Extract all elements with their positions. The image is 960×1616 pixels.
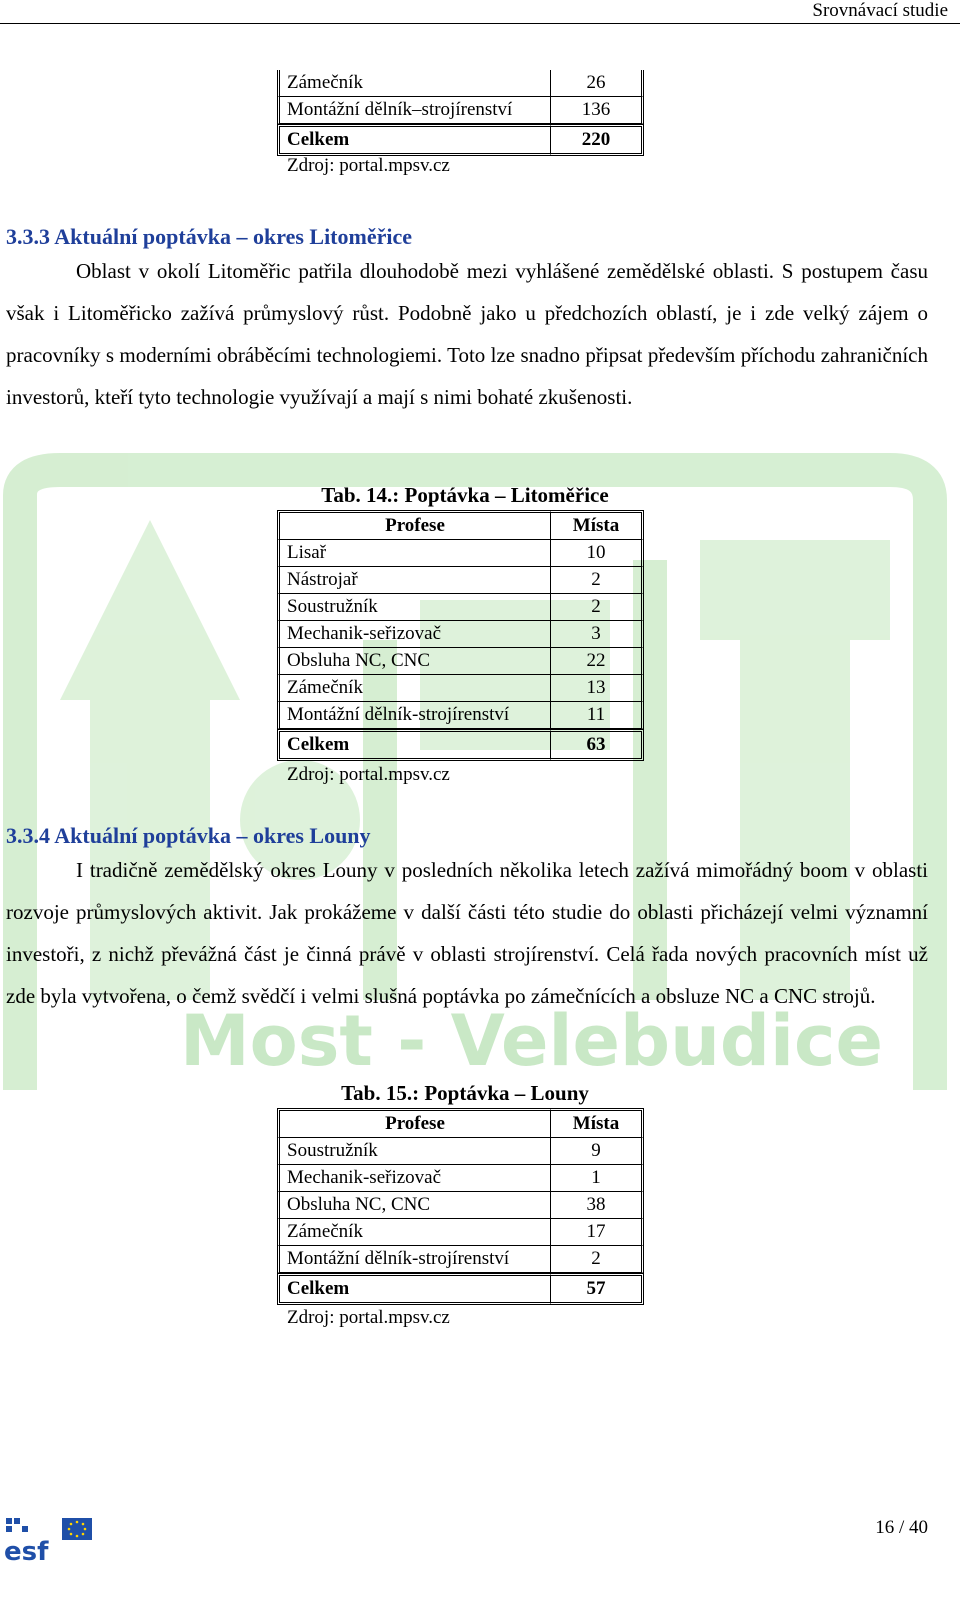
table-source: Zdroj: portal.mpsv.cz — [287, 764, 450, 785]
cell-profese: Nástrojař — [277, 567, 551, 594]
cell-mista: 136 — [551, 97, 644, 124]
cell-profese: Mechanik-seřizovač — [277, 621, 551, 648]
cell-profese: Zámečník — [277, 675, 551, 702]
watermark-text: Most - Velebudice — [180, 1000, 883, 1082]
cell-total-value: 220 — [551, 124, 644, 156]
section-paragraph-3-3-4 — [6, 849, 928, 1017]
header-mista: Místa — [551, 1108, 644, 1138]
cell-mista: 2 — [551, 594, 644, 621]
table-caption-15: Tab. 15.: Poptávka – Louny — [341, 1081, 589, 1105]
cell-total-value: 63 — [551, 729, 644, 761]
cell-mista: 22 — [551, 648, 644, 675]
table-row — [277, 1246, 644, 1273]
cell-profese: Mechanik-seřizovač — [277, 1165, 551, 1192]
cell-mista: 26 — [551, 70, 644, 97]
table-header-row — [277, 510, 644, 540]
table-row — [277, 567, 644, 594]
cell-mista: 17 — [551, 1219, 644, 1246]
table-row — [277, 648, 644, 675]
cell-profese: Soustružník — [277, 594, 551, 621]
header-profese: Profese — [277, 1108, 551, 1138]
cell-mista: 10 — [551, 540, 644, 567]
section-paragraph-3-3-3 — [6, 250, 928, 418]
cell-total-label: Celkem — [277, 124, 551, 156]
cell-profese: Montážní dělník–strojírenství — [277, 97, 551, 124]
cell-profese: Montážní dělník-strojírenství — [277, 702, 551, 729]
table-row — [277, 540, 644, 567]
table-row — [277, 594, 644, 621]
table-row — [277, 1165, 644, 1192]
cell-mista: 1 — [551, 1165, 644, 1192]
table-previous-tail — [277, 70, 644, 156]
cell-profese: Zámečník — [277, 70, 551, 97]
cell-mista: 3 — [551, 621, 644, 648]
cell-mista: 13 — [551, 675, 644, 702]
cell-total-value: 57 — [551, 1273, 644, 1305]
table-row — [277, 702, 644, 729]
table-row — [277, 1138, 644, 1165]
paragraph-text: Oblast v okolí Litoměřic patřila dlouhodobě mezi vyhlášené zemědělské oblasti. S postupem času však i Litoměřicko zažívá průmyslový růst. Podobně jako u předchozích oblastí, je i zde velký zájem o pracovníky s moderními obráběcími technologiemi. Toto lze snadno připsat především příchodu zahraničních investorů, kteří tyto technologie využívají a mají s nimi bohaté zkušenosti. — [6, 259, 928, 409]
table-row — [277, 1192, 644, 1219]
table-row — [277, 675, 644, 702]
cell-profese: Obsluha NC, CNC — [277, 648, 551, 675]
table-header-row — [277, 1108, 644, 1138]
header-mista: Místa — [551, 510, 644, 540]
page-number: 16 / 40 — [875, 1517, 928, 1538]
table-source: Zdroj: portal.mpsv.cz — [287, 1307, 450, 1328]
svg-text:esf: esf — [4, 1537, 49, 1564]
cell-profese: Zámečník — [277, 1219, 551, 1246]
cell-mista: 9 — [551, 1138, 644, 1165]
header-title: Srovnávací studie — [812, 0, 948, 21]
cell-profese: Soustružník — [277, 1138, 551, 1165]
esf-eu-logo — [4, 1514, 96, 1564]
table-source: Zdroj: portal.mpsv.cz — [287, 155, 450, 176]
cell-profese: Montážní dělník-strojírenství — [277, 1246, 551, 1273]
header-rule — [0, 23, 960, 24]
cell-total-label: Celkem — [277, 729, 551, 761]
table-15 — [277, 1108, 644, 1305]
paragraph-text: I tradičně zemědělský okres Louny v posledních několika letech zažívá mimořádný boom v oblasti rozvoje průmyslových aktivit. Jak prokážeme v další části této studie do oblasti přicházejí velmi významní investoři, z nichž převážná část je činná právě v oblasti strojírenství. Celá řada nových pracovních míst už zde byla vytvořena, o čemž svědčí i velmi slušná poptávka po zámečnících a obsluze NC a CNC strojů. — [6, 858, 928, 1008]
section-heading-3-3-3: 3.3.3 Aktuální poptávka – okres Litoměřice — [6, 224, 413, 249]
cell-mista: 2 — [551, 567, 644, 594]
table-row — [277, 70, 644, 97]
section-heading-3-3-4: 3.3.4 Aktuální poptávka – okres Louny — [6, 823, 371, 848]
table-row — [277, 97, 644, 124]
cell-profese: Lisař — [277, 540, 551, 567]
table-total-row — [277, 124, 644, 156]
table-row — [277, 1219, 644, 1246]
cell-profese: Obsluha NC, CNC — [277, 1192, 551, 1219]
table-row — [277, 621, 644, 648]
cell-mista: 38 — [551, 1192, 644, 1219]
cell-mista: 11 — [551, 702, 644, 729]
table-total-row — [277, 1273, 644, 1305]
table-total-row — [277, 729, 644, 761]
table-14 — [277, 510, 644, 761]
cell-mista: 2 — [551, 1246, 644, 1273]
cell-total-label: Celkem — [277, 1273, 551, 1305]
table-caption-14: Tab. 14.: Poptávka – Litoměřice — [321, 483, 609, 507]
header-profese: Profese — [277, 510, 551, 540]
